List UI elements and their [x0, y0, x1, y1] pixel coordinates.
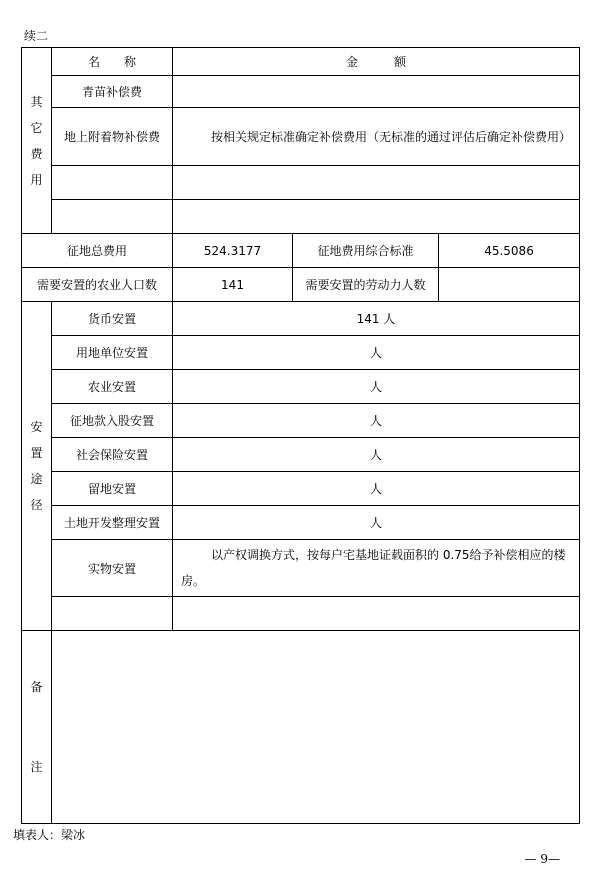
row-name: 征地款入股安置 — [52, 404, 173, 438]
row-value: 141 人 — [173, 302, 580, 336]
row-amount: 按相关规定标准确定补偿费用（无标准的通过评估后确定补偿费用） — [173, 108, 580, 166]
agri-pop-value: 141 — [173, 268, 293, 302]
row-name: 实物安置 — [52, 540, 173, 597]
row-value: 人 — [173, 472, 580, 506]
row-value: 人 — [173, 506, 580, 540]
labor-label: 需要安置的劳动力人数 — [293, 268, 439, 302]
row-name: 土地开发整理安置 — [52, 506, 173, 540]
row-value: 人 — [173, 336, 580, 370]
labor-value — [439, 268, 580, 302]
resettlement-group-label: 安 置 途 径 — [22, 302, 52, 631]
row-name: 留地安置 — [52, 472, 173, 506]
row-name — [52, 200, 173, 234]
agri-pop-label: 需要安置的农业人口数 — [22, 268, 173, 302]
remarks-label: 备 注 — [22, 631, 52, 824]
remarks-content — [52, 631, 580, 824]
row-name: 地上附着物补偿费 — [52, 108, 173, 166]
row-name: 货币安置 — [52, 302, 173, 336]
row-name: 青苗补偿费 — [52, 76, 173, 108]
standard-label: 征地费用综合标准 — [293, 234, 439, 268]
row-amount — [173, 166, 580, 200]
amount-column-header: 金 额 — [173, 48, 580, 76]
row-value: 人 — [173, 438, 580, 472]
name-column-header: 名 称 — [52, 48, 173, 76]
total-fee-value: 524.3177 — [173, 234, 293, 268]
row-name — [52, 597, 173, 631]
row-value: 以产权调换方式，按每户宅基地证载面积的 0.75给予补偿相应的楼房。 — [173, 540, 580, 597]
row-amount — [173, 200, 580, 234]
land-acquisition-form — [21, 47, 580, 824]
row-value — [173, 597, 580, 631]
page-number: — 9— — [524, 852, 560, 866]
row-amount — [173, 76, 580, 108]
form-filler: 填表人：梁冰 — [13, 828, 86, 842]
row-name — [52, 166, 173, 200]
standard-value: 45.5086 — [439, 234, 580, 268]
row-name: 社会保险安置 — [52, 438, 173, 472]
other-fees-group-label: 其 它 费 用 — [22, 48, 52, 234]
row-value: 人 — [173, 370, 580, 404]
total-fee-label: 征地总费用 — [22, 234, 173, 268]
row-value: 人 — [173, 404, 580, 438]
row-name: 农业安置 — [52, 370, 173, 404]
row-name: 用地单位安置 — [52, 336, 173, 370]
continuation-label: 续二 — [24, 29, 49, 43]
